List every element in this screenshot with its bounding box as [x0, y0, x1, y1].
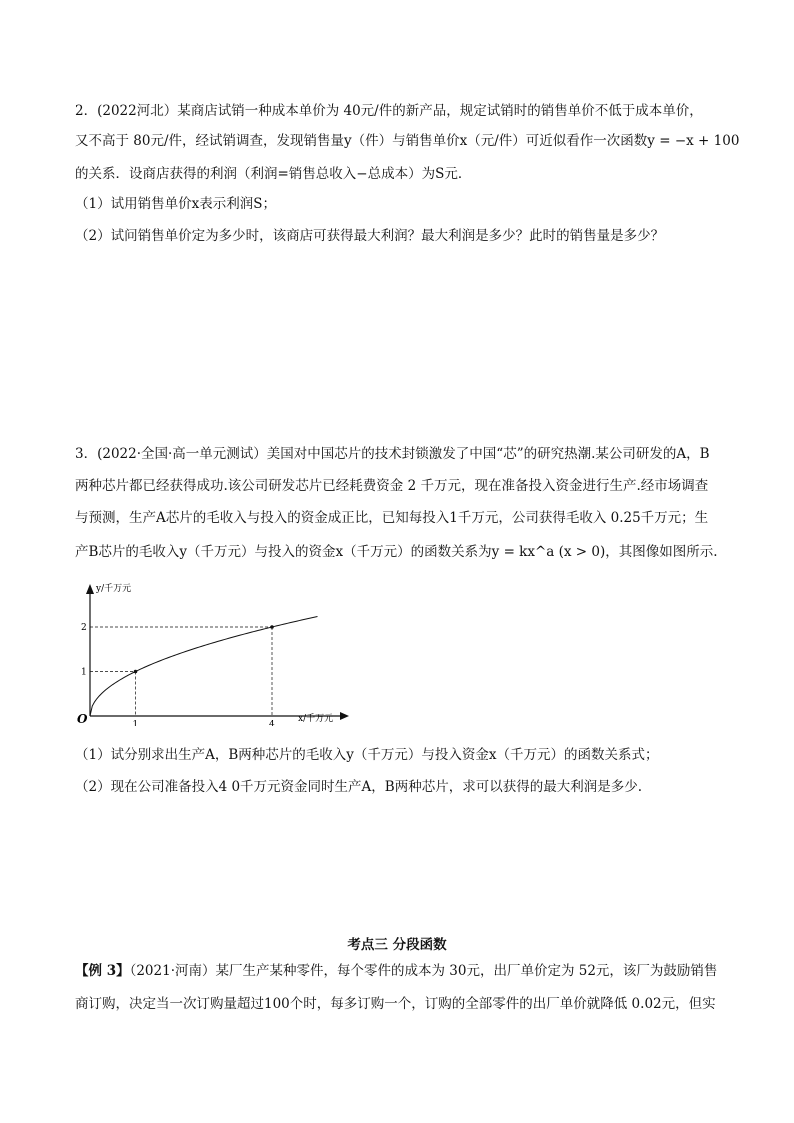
problem3-line4: 产B芯片的毛收入y（千万元）与投入的资金x（千万元）的函数关系为y = kx^a (x > 0)，其图像如图所示.: [75, 544, 718, 560]
y-tick-label: 2: [81, 623, 87, 633]
problem3-line3: 与预测，生产A芯片的毛收入与投入的资金成正比，已知每投入1千万元，公司获得毛收入 0.25千万元；生: [75, 510, 709, 526]
problem2-question2: （2）试问销售单价定为多少时，该商店可获得最大利润？最大利润是多少？此时的销售量是多少？: [75, 228, 665, 244]
x-axis-label: x/千万元: [298, 714, 334, 724]
problem3-line2: 两种芯片都已经获得成功.该公司研发芯片已经耗费资金 2 千万元，现在准备投入资金进行生产.经市场调查: [75, 478, 709, 494]
example3-text: （2021·河南）某厂生产某种零件，每个零件的成本为 30元，出厂单价定为 52元，该厂为鼓励销售: [129, 963, 718, 979]
example3-line1: [75, 961, 717, 981]
data-point: [134, 670, 138, 674]
problem2-line3: 的关系．设商店获得的利润（利润=销售总收入−总成本）为S元．: [75, 166, 472, 182]
x-tick-label: 4: [269, 720, 275, 726]
problem3-question2: （2）现在公司准备投入4 0千万元资金同时生产A，B两种芯片，求可以获得的最大利润是多少.: [75, 779, 643, 795]
problem2-line1: 2．(2022河北）某商店试销一种成本单价为 40元/件的新产品，规定试销时的销售单价不低于成本单价，: [75, 103, 703, 119]
curve-series: [90, 616, 318, 716]
example3-label: 【例 3】: [75, 963, 130, 979]
x-tick-label: 1: [132, 720, 139, 726]
y-axis-label: y/千万元: [96, 584, 132, 594]
axes: [86, 584, 349, 720]
section-heading: 考点三 分段函数: [347, 937, 447, 953]
problem2-line2: 又不高于 80元/件，经试销调查，发现销售量y（件）与销售单价x（元/件）可近似看作一次函数y = −x + 100: [75, 133, 740, 149]
function-graph: [70, 578, 360, 726]
y-tick-label: 1: [81, 667, 87, 678]
chart-marks: [81, 623, 275, 726]
problem3-line1: 3．(2022·全国·高一单元测试）美国对中国芯片的技术封锁激发了中国“芯”的研究热潮.某公司研发的A，B: [75, 446, 710, 462]
example3-line2: 商订购，决定当一次订购量超过100个时，每多订购一个，订购的全部零件的出厂单价就降低 0.02元，但实: [75, 996, 716, 1012]
problem2-question1: （1）试用销售单价x表示利润S；: [75, 196, 276, 212]
guide-lines: [90, 627, 272, 716]
y-axis-arrow-icon: [86, 584, 94, 594]
x-axis-arrow-icon: [340, 712, 349, 720]
data-point: [270, 625, 274, 629]
origin-label: O: [77, 712, 88, 726]
problem3-question1: （1）试分别求出生产A，B两种芯片的毛收入y（千万元）与投入资金x（千万元）的函数关系式；: [75, 747, 659, 763]
